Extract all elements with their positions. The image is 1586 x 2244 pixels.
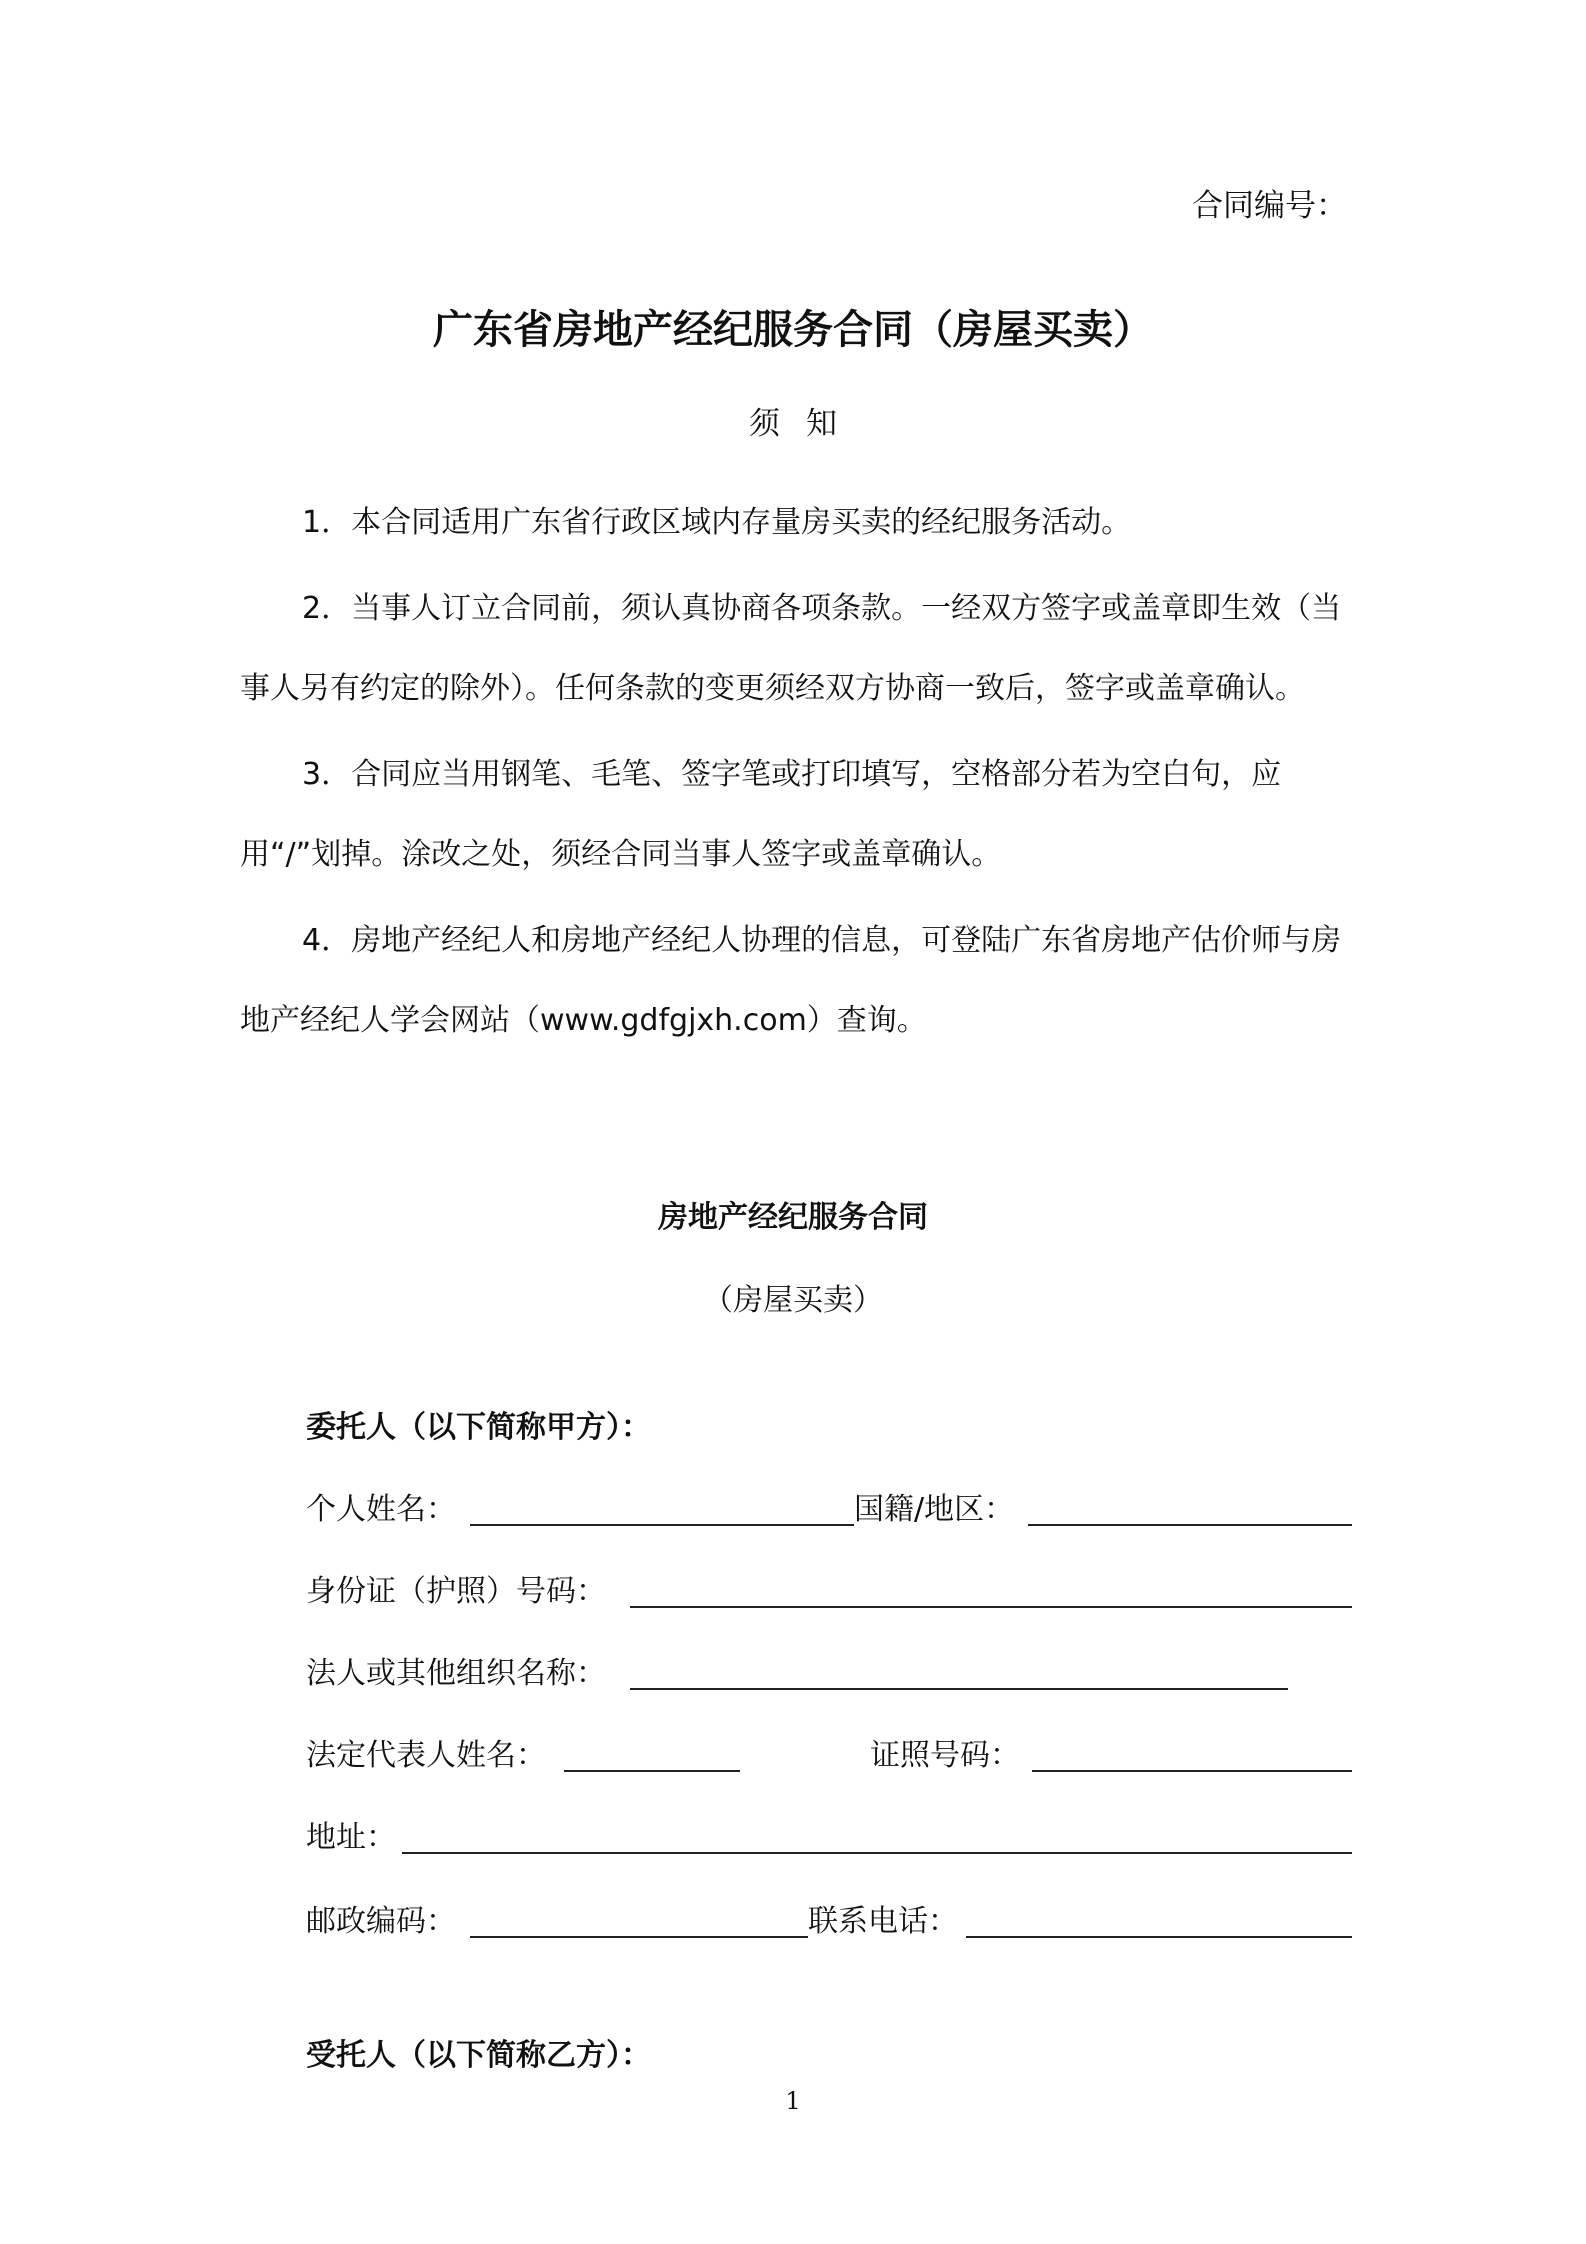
label-nationality: 国籍/地区： — [854, 1492, 1015, 1527]
label-legal-rep: 法定代表人姓名： — [306, 1738, 546, 1773]
row-legal-rep-license — [306, 1730, 1356, 1774]
label-org-name: 法人或其他组织名称： — [306, 1656, 606, 1691]
party-b-heading: 受托人（以下简称乙方）： — [306, 2038, 651, 2073]
label-id-number: 身份证（护照）号码： — [306, 1574, 606, 1609]
row-address — [306, 1812, 1356, 1856]
field-org-name[interactable] — [630, 1688, 1288, 1690]
field-phone[interactable] — [966, 1936, 1352, 1938]
row-name-nationality — [306, 1484, 1356, 1528]
field-postcode[interactable] — [470, 1936, 808, 1938]
field-license-no[interactable] — [1032, 1770, 1352, 1772]
row-postcode-phone — [306, 1896, 1356, 1940]
notice-item-3: 3．合同应当用钢笔、毛笔、签字笔或打印填写，空格部分若为空白句，应用“/”划掉。涂改之处，须经合同当事人签字或盖章确认。 — [240, 757, 1282, 872]
field-nationality[interactable] — [1028, 1524, 1352, 1526]
contract-number-label: 合同编号： — [1192, 188, 1347, 224]
label-personal-name: 个人姓名： — [306, 1492, 456, 1527]
row-id-number — [306, 1566, 1356, 1610]
label-phone: 联系电话： — [808, 1904, 958, 1939]
label-license-no: 证照号码： — [870, 1738, 1020, 1773]
document-title: 广东省房地产经纪服务合同（房屋买卖） — [433, 307, 1153, 353]
page-number: 1 — [785, 2087, 801, 2115]
row-org-name — [306, 1648, 1356, 1692]
notice-item-2: 2．当事人订立合同前，须认真协商各项条款。一经双方签字或盖章即生效（当事人另有约定的除外）。任何条款的变更须经双方协商一致后，签字或盖章确认。 — [240, 591, 1342, 706]
notice-item-1: 1．本合同适用广东省行政区域内存量房买卖的经纪服务活动。 — [302, 505, 1132, 540]
field-id-number[interactable] — [630, 1606, 1352, 1608]
notice-item-4: 4．房地产经纪人和房地产经纪人协理的信息，可登陆广东省房地产估价师与房地产经纪人学会网站（www.gdfgjxh.com）查询。 — [240, 923, 1342, 1038]
contract-subtitle: （房屋买卖） — [703, 1283, 883, 1318]
party-a-heading: 委托人（以下简称甲方）： — [306, 1410, 651, 1445]
field-personal-name[interactable] — [470, 1524, 854, 1526]
field-address[interactable] — [402, 1852, 1352, 1854]
label-address: 地址： — [306, 1820, 396, 1855]
notice-list — [240, 483, 1350, 1067]
notice-heading: 须知 — [749, 406, 863, 442]
label-postcode: 邮政编码： — [306, 1904, 456, 1939]
contract-title: 房地产经纪服务合同 — [658, 1200, 928, 1235]
field-legal-rep[interactable] — [564, 1770, 740, 1772]
